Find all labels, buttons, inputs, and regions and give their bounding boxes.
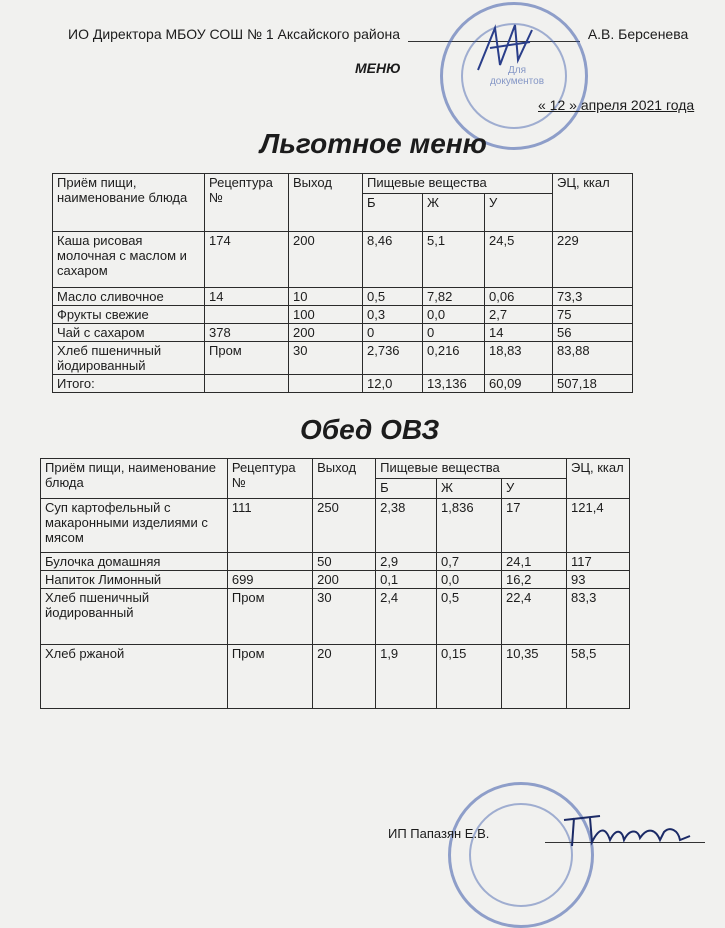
cell-output: 200 (289, 232, 363, 288)
table-row (41, 553, 630, 571)
table-row (41, 571, 630, 589)
cell-zh: 0,0 (423, 306, 485, 324)
header-b: Б (376, 479, 437, 499)
header-energy: ЭЦ, ккал (553, 174, 633, 232)
cell-u: 24,1 (502, 553, 567, 571)
stamp-text: Для документов (489, 65, 545, 87)
cell-recipe: 699 (227, 571, 312, 589)
cell-b: 0,3 (363, 306, 423, 324)
cell-recipe: Пром (205, 342, 289, 375)
cell-u: 10,35 (502, 645, 567, 709)
cell-u: 16,2 (502, 571, 567, 589)
header-output: Выход (313, 459, 376, 499)
cell-output: 200 (289, 324, 363, 342)
cell-kcal: 507,18 (553, 375, 633, 393)
cell-kcal: 117 (567, 553, 630, 571)
table-row (41, 589, 630, 645)
cell-recipe: Пром (227, 589, 312, 645)
cell-u: 0,06 (485, 288, 553, 306)
cell-output: 250 (313, 499, 376, 553)
bottom-stamp (448, 782, 594, 928)
cell-name: Суп картофельный с макаронными изделиями с мясом (41, 499, 228, 553)
cell-kcal: 58,5 (567, 645, 630, 709)
cell-u: 17 (502, 499, 567, 553)
cell-output: 50 (313, 553, 376, 571)
cell-recipe: 111 (227, 499, 312, 553)
cell-b: 2,4 (376, 589, 437, 645)
cell-b: 2,736 (363, 342, 423, 375)
cell-u: 18,83 (485, 342, 553, 375)
cell-zh: 7,82 (423, 288, 485, 306)
cell-name: Булочка домашняя (41, 553, 228, 571)
cell-kcal: 93 (567, 571, 630, 589)
director-name: А.В. Берсенева (587, 26, 689, 42)
table-row (53, 324, 633, 342)
header-u: У (485, 194, 553, 232)
cell-output: 20 (313, 645, 376, 709)
header-recipe: Рецептура № (227, 459, 312, 499)
table-row (53, 342, 633, 375)
table-row (53, 306, 633, 324)
approval-line (68, 26, 718, 42)
cell-u: 14 (485, 324, 553, 342)
header-zh: Ж (437, 479, 502, 499)
cell-zh: 13,136 (423, 375, 485, 393)
cell-name: Чай с сахаром (53, 324, 205, 342)
cell-name: Фрукты свежие (53, 306, 205, 324)
cell-zh: 0 (423, 324, 485, 342)
cell-recipe (205, 375, 289, 393)
cell-output (289, 375, 363, 393)
cell-b: 12,0 (363, 375, 423, 393)
header-energy: ЭЦ, ккал (567, 459, 630, 499)
cell-recipe (227, 553, 312, 571)
header-zh: Ж (423, 194, 485, 232)
menu-table-2 (40, 458, 630, 709)
cell-name: Масло сливочное (53, 288, 205, 306)
cell-kcal: 75 (553, 306, 633, 324)
cell-b: 0,1 (376, 571, 437, 589)
cell-kcal: 83,3 (567, 589, 630, 645)
cell-zh: 0,0 (437, 571, 502, 589)
cell-output: 30 (313, 589, 376, 645)
cell-u: 22,4 (502, 589, 567, 645)
header-recipe: Рецептура № (205, 174, 289, 232)
menu-date: « 12 » апреля 2021 года (538, 97, 695, 113)
cell-kcal: 229 (553, 232, 633, 288)
cell-name: Напиток Лимонный (41, 571, 228, 589)
cell-zh: 1,836 (437, 499, 502, 553)
cell-name: Итого: (53, 375, 205, 393)
table-row (41, 499, 630, 553)
cell-recipe (205, 306, 289, 324)
header-meal: Приём пищи, наименование блюда (41, 459, 228, 499)
cell-name: Хлеб пшеничный йодированный (53, 342, 205, 375)
table-row (41, 645, 630, 709)
cell-kcal: 83,88 (553, 342, 633, 375)
table-row-total (53, 375, 633, 393)
cell-kcal: 121,4 (567, 499, 630, 553)
header-nutrients: Пищевые вещества (363, 174, 553, 194)
cell-b: 2,38 (376, 499, 437, 553)
table2-title: Обед ОВЗ (300, 414, 440, 445)
cell-recipe: 378 (205, 324, 289, 342)
cell-b: 8,46 (363, 232, 423, 288)
cell-output: 200 (313, 571, 376, 589)
table1-title: Льготное меню (260, 128, 487, 159)
header-b: Б (363, 194, 423, 232)
cell-name: Хлеб ржаной (41, 645, 228, 709)
cell-b: 0,5 (363, 288, 423, 306)
cell-output: 30 (289, 342, 363, 375)
cell-recipe: 174 (205, 232, 289, 288)
header-output: Выход (289, 174, 363, 232)
signer-signature (560, 806, 700, 852)
cell-recipe: 14 (205, 288, 289, 306)
cell-name: Хлеб пшеничный йодированный (41, 589, 228, 645)
header-u: У (502, 479, 567, 499)
cell-zh: 5,1 (423, 232, 485, 288)
director-title: ИО Директора МБОУ СОШ № 1 Аксайского района (68, 26, 401, 42)
cell-b: 1,9 (376, 645, 437, 709)
signer-name: ИП Папазян Е.В. (388, 826, 490, 841)
cell-output: 100 (289, 306, 363, 324)
cell-zh: 0,5 (437, 589, 502, 645)
header-nutrients: Пищевые вещества (376, 459, 567, 479)
cell-u: 24,5 (485, 232, 553, 288)
cell-b: 2,9 (376, 553, 437, 571)
cell-zh: 0,216 (423, 342, 485, 375)
cell-recipe: Пром (227, 645, 312, 709)
table-row (53, 232, 633, 288)
cell-kcal: 73,3 (553, 288, 633, 306)
cell-kcal: 56 (553, 324, 633, 342)
cell-name: Каша рисовая молочная с маслом и сахаром (53, 232, 205, 288)
menu-table-1 (52, 173, 633, 393)
cell-output: 10 (289, 288, 363, 306)
cell-zh: 0,7 (437, 553, 502, 571)
director-signature (470, 20, 550, 80)
cell-zh: 0,15 (437, 645, 502, 709)
menu-heading: МЕНЮ (355, 60, 401, 76)
cell-b: 0 (363, 324, 423, 342)
cell-u: 60,09 (485, 375, 553, 393)
table-row (53, 288, 633, 306)
cell-u: 2,7 (485, 306, 553, 324)
header-meal: Приём пищи, наименование блюда (53, 174, 205, 232)
